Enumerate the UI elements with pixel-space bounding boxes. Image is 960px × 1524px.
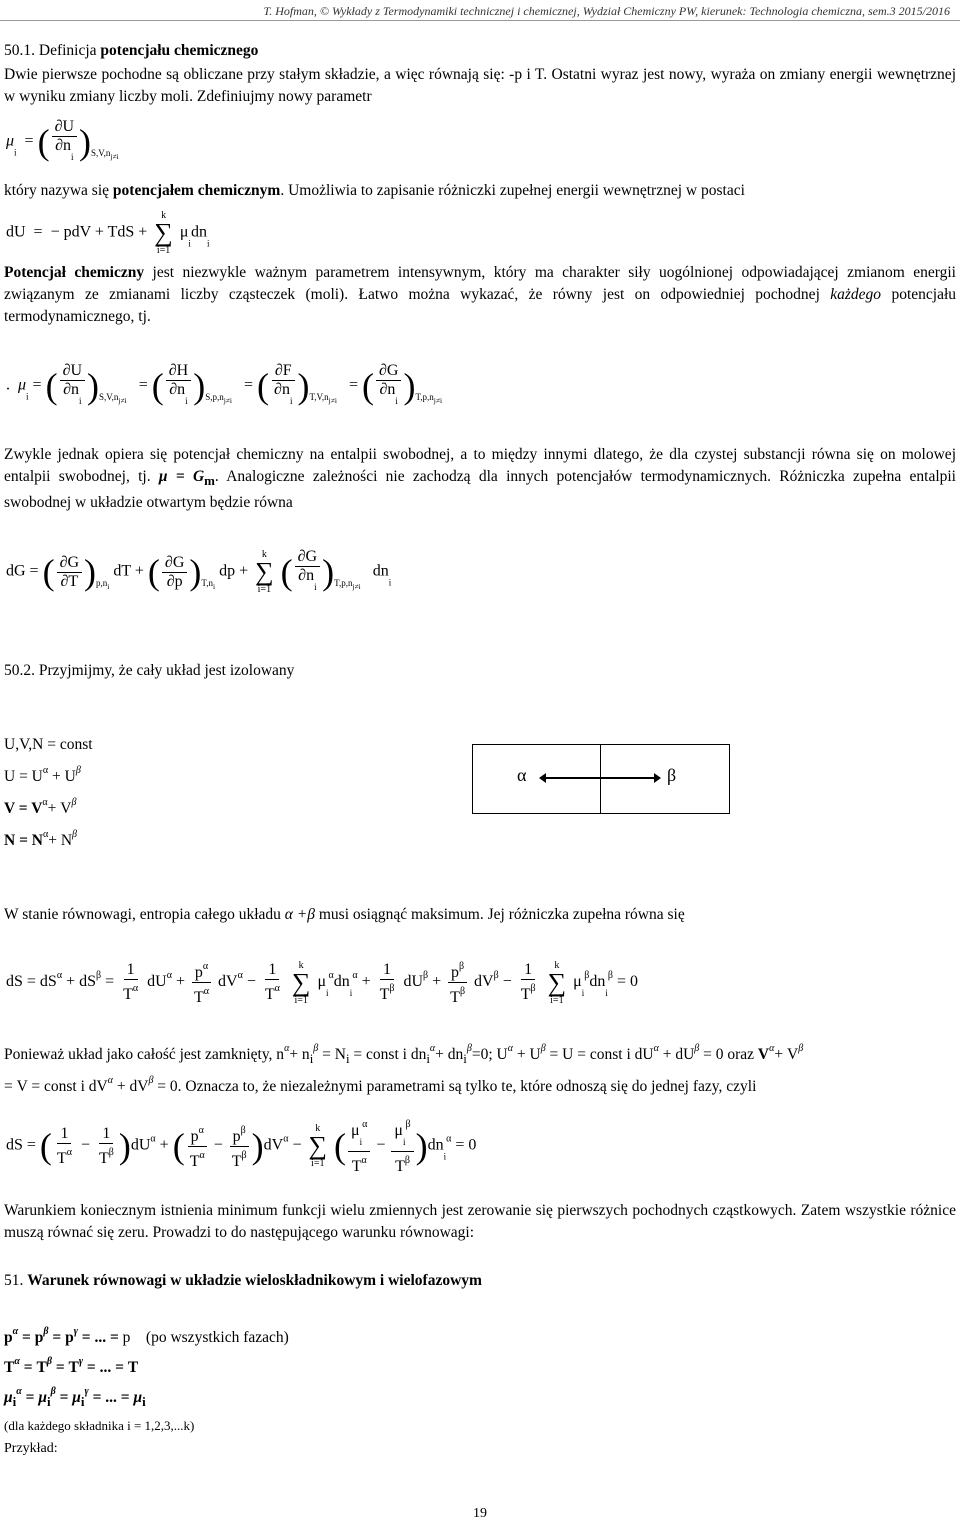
double-arrow-icon bbox=[545, 777, 655, 779]
p4-text: Zwykle jednak opiera się potencjał chemiczny na entalpii swobodnej, a to między innymi dlatego, że dla czystej substancji równa się on molowej entalpii swobodnej, tj. bbox=[4, 446, 956, 485]
paragraph-4 bbox=[4, 444, 956, 514]
header-divider bbox=[0, 20, 960, 21]
p3-text-end: potencjału termodynamicznego, tj. bbox=[4, 286, 957, 325]
p4-text-end: . Analogiczne zależności nie zachodzą dla innych potencjałów termodynamicznych. Różniczka zupełna entalpii swobodnej w układzie otwartym będzie równa bbox=[4, 468, 956, 512]
p2-bold: potencjałem chemicznym bbox=[112, 182, 281, 199]
paragraph-7: Warunkiem koniecznym istnienia minimum funkcji wielu zmiennych jest zerowanie się pierwszych pochodnych cząstkowych. Zatem wszystkie różnice muszą równać się zeru. Prowadzi to do następującego warunku równowagi: bbox=[4, 1202, 956, 1241]
section-50-1-heading bbox=[4, 40, 956, 62]
condition-V: $V = V^\alpha+ V^\beta$ bbox=[4, 797, 77, 817]
condition-N-text: N = N bbox=[4, 832, 43, 849]
paragraph-2 bbox=[4, 180, 956, 202]
condition-const: U,V,N = const bbox=[4, 736, 93, 753]
equilibrium-conditions bbox=[4, 1320, 956, 1438]
equation-dS-reduced: dS = ( $\frac{1}{T^\alpha}$ − $\frac{1}{T^\beta}$ )$dU^\alpha$ + ( $\frac{p^\alpha}{T^\alpha}$ − $\frac{p^\beta}{T^\beta}$ )$dV^\alpha$ − k ∑ i=1 ( $\frac{\mu_i^\alpha}{T^\alpha}$ − $\frac{\mu_i^\beta}{T^\beta}$ )$dn_i^\alpha = 0$ bbox=[6, 1116, 476, 1176]
section-51-heading bbox=[4, 1270, 956, 1292]
condition-V-text: V = V bbox=[4, 800, 43, 817]
heading-text: 50.1. Definicja bbox=[4, 42, 101, 59]
p6-text-rest: . Oznacza to, że niezależnymi parametrami są tylko te, które odnoszą się do jednej fazy, czyli bbox=[177, 1078, 757, 1096]
condition-temperature: $T^\alpha = T^\beta = T^\gamma$ = ... = T bbox=[4, 1356, 139, 1376]
p2-text-c: . Umożliwia to zapisanie różniczki zupełnej energii wewnętrznej w postaci bbox=[280, 182, 745, 199]
paragraph-3 bbox=[4, 262, 956, 328]
beta-label: β bbox=[667, 765, 677, 785]
p5-formula: α +β bbox=[284, 906, 315, 923]
p3-bold: Potencjał chemiczny bbox=[4, 264, 145, 281]
p5-text-end: musi osiągnąć maksimum. Jej różniczka zupełna równa się bbox=[314, 906, 685, 923]
heading-bold: potencjału chemicznego bbox=[100, 42, 259, 59]
section-50-2-text: 50.2. Przyjmijmy, że cały układ jest izolowany bbox=[4, 662, 295, 679]
two-phase-diagram bbox=[472, 744, 730, 814]
paragraph-5 bbox=[4, 904, 956, 926]
mu-symbol: μ bbox=[4, 1389, 13, 1406]
p5-text: W stanie równowagi, entropia całego układu bbox=[4, 906, 285, 923]
equation-mu-definition: $\mu_i$ = ( $\frac{\partial U}{\partial n_i}$ )$_{S,V,n_{j\ne i}}$ bbox=[6, 118, 119, 162]
pressure-note: (po wszystkich fazach) bbox=[145, 1329, 289, 1346]
section-title: Warunek równowagi w układzie wieloskładnikowym i wielofazowym bbox=[27, 1272, 482, 1289]
condition-chemical-potential: $\mu_i^\alpha = \mu_i^\beta = \mu_i^\gamma$ = ... = $\mu_i$ bbox=[4, 1386, 146, 1410]
condition-pressure: $p^\alpha = p^\beta = p^\gamma$ = ... = p (po wszystkich fazach) bbox=[4, 1326, 289, 1346]
paragraph-6: Ponieważ układ jako całość jest zamknięty, $n^\alpha+ n_i^\beta = N_i$ = const i $dn_i^\alpha+ dn_i^\beta=0$; $U^\alpha + U^\beta = U$ = const i $dU^\alpha + dU^\beta = 0$ oraz $V^\alpha+ V^\beta$ = V = const i $dV^\alpha + dV^\beta = 0$. Oznacza to, że niezależnymi parametrami są tylko te, które odnoszą się do jednej fazy, czyli bbox=[4, 1043, 804, 1096]
component-note: (dla każdego składnika i = 1,2,3,...k) bbox=[4, 1418, 195, 1434]
phase-boundary bbox=[600, 745, 601, 813]
p3-text: jest niezwykle ważnym parametrem intensywnym, który ma charakter siły uogólnionej odpowiadającej zmianom energii związanym ze zmianami liczby cząsteczek (moli). Łatwo można wykazać, że równy jest on odpowiedniej pochodnej bbox=[4, 264, 956, 303]
p4-sub: m bbox=[204, 473, 215, 489]
condition-N: $N = N^\alpha+ N^\beta$ bbox=[4, 829, 78, 849]
page-number: 19 bbox=[473, 1506, 487, 1521]
p-symbol: p bbox=[4, 1329, 13, 1346]
section-number: 51. bbox=[4, 1272, 28, 1289]
equation-dU: dU = − pdV + TdS + k ∑ i=1 $\mu_idn_i$ bbox=[6, 210, 210, 256]
equation-mu-potentials: . $\mu_i$ = ( $\frac{\partial U}{\partial n_i}$ )$_{S,V,n_{j\ne i}}$ = ( $\frac{\partial H}{\partial n_i}$ )$_{S,p,n_{j\ne i}}$ = ( $\frac{\partial F}{\partial n_i}$ )$_{T,V,n_{j\ne i}}$ = ( $\frac{\partial G}{\partial n_i}$ )$_{T,p,n_{j\ne i}}$ bbox=[6, 362, 443, 406]
running-header: T. Hofman, © Wykłady z Termodynamiki technicznej i chemicznej, Wydział Chemiczny PW, kierunek: Technologia chemiczna, sem.3 2015/2016 bbox=[263, 4, 950, 18]
equation-dG: dG = ( $\frac{\partial G}{\partial T}$ )$_{p,n_i}$ dT + ( $\frac{\partial G}{\partial p}$ )$_{T,n_i}$ dp + k ∑ i=1 ( $\frac{\partial G}{\partial n_i}$ )$_{T,p,n_{j\ne i}}$ $dn_i$ bbox=[6, 548, 392, 595]
condition-U-text: U = U bbox=[4, 768, 43, 785]
paragraph-1: Dwie pierwsze pochodne są obliczane przy stałym składzie, a więc równają się: -p i T. Ostatni wyraz jest nowy, wyraża on zmiany energii wewnętrznej w wyniku zmiany liczby moli. Zdefiniujmy nowy parametr bbox=[4, 66, 956, 105]
condition-U: $U = U^\alpha + U^\beta$ bbox=[4, 765, 81, 785]
p4-formula: μ = G bbox=[158, 468, 205, 485]
p2-text-a: który nazywa się bbox=[4, 182, 113, 199]
alpha-label: α bbox=[517, 765, 527, 785]
example-label: Przykład: bbox=[4, 1441, 58, 1456]
T-symbol: T bbox=[4, 1359, 15, 1376]
p6-text: Ponieważ układ jako całość jest zamknięty, n bbox=[4, 1046, 285, 1063]
equation-dS-full: dS = $dS^\alpha + dS^\beta$ = $\frac{1}{T^\alpha}$ $dU^\alpha$ + $\frac{p^\alpha}{T^\alpha}$ $dV^\alpha$ − $\frac{1}{T^\alpha}$ k ∑ i=1 $\mu_i^\alpha dn_i^\alpha$ + $\frac{1}{T^\beta}$ $dU^\beta$ + $\frac{p^\beta}{T^\beta}$ $dV^\beta$ − $\frac{1}{T^\beta}$ k ∑ i=1 $\mu_i^\beta dn_i^\beta = 0$ bbox=[6, 959, 638, 1006]
p3-italic: każdego bbox=[830, 286, 882, 303]
p6-text-2: = V = const i dV bbox=[4, 1078, 108, 1096]
